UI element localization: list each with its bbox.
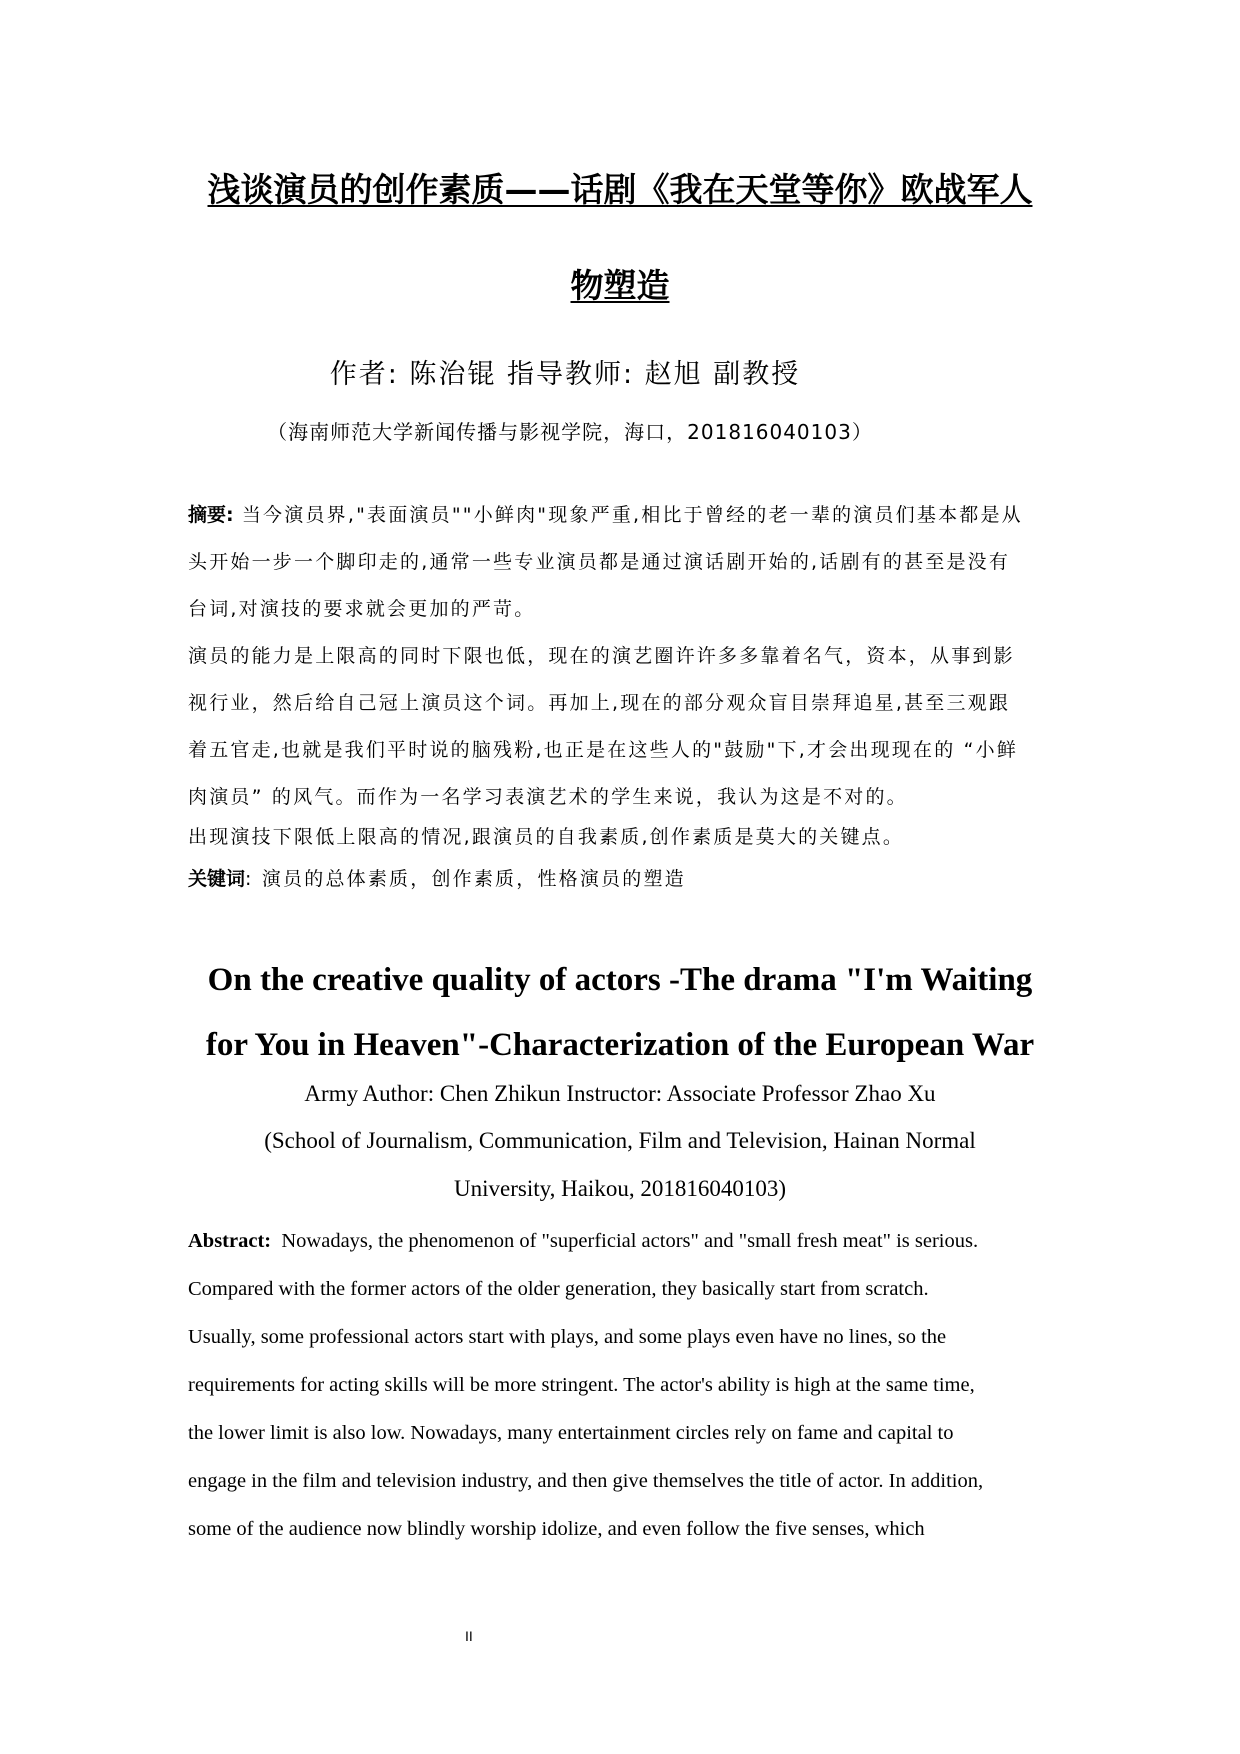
en-abstract-line-2: Compared with the former actors of the older generation, they basically start from scratch.: [188, 1278, 929, 1300]
en-abstract-line-6: engage in the film and television industry, and then give themselves the title of actor. In addition,: [188, 1470, 984, 1492]
cn-abstract-line-2: 头开始一步一个脚印走的,通常一些专业演员都是通过演话剧开始的,话剧有的甚至是没有: [188, 551, 1011, 573]
cn-abstract-line-5: 视行业，然后给自己冠上演员这个词。再加上,现在的部分观众盲目崇拜追星,甚至三观跟: [188, 692, 1011, 714]
cn-abstract-line-6: 着五官走,也就是我们平时说的脑残粉,也正是在这些人的"鼓励"下,才会出现现在的 “小鲜: [188, 739, 1019, 761]
en-abstract-line-5: the lower limit is also low. Nowadays, many entertainment circles rely on fame and capital to: [188, 1422, 954, 1444]
en-abstract-line-1: Abstract: Nowadays, the phenomenon of "superficial actors" and "small fresh meat" is serious.: [188, 1230, 979, 1252]
en-affiliation-line-1: (School of Journalism, Communication, Film and Television, Hainan Normal: [264, 1128, 976, 1153]
cn-abstract-line-3: 台词,对演技的要求就会更加的严苛。: [188, 598, 536, 620]
en-abstract-line-3: Usually, some professional actors start with plays, and some plays even have no lines, so the: [188, 1326, 947, 1348]
cn-abstract-line-4: 演员的能力是上限高的同时下限也低，现在的演艺圈许许多多靠着名气，资本，从事到影: [188, 645, 1015, 667]
cn-keywords-label: 关键词: [188, 868, 246, 890]
cn-abstract-line-7: 肉演员” 的风气。而作为一名学习表演艺术的学生来说，我认为这是不对的。: [188, 786, 908, 808]
cn-abstract-label: 摘要:: [188, 504, 234, 526]
cn-affiliation: （海南师范大学新闻传播与影视学院，海口，201816040103）: [267, 420, 873, 444]
cn-abstract-line-8: 出现演技下限低上限高的情况,跟演员的自我素质,创作素质是莫大的关键点。: [188, 826, 905, 848]
cn-title-line-1: 浅谈演员的创作素质——话剧《我在天堂等你》欧战军人: [207, 170, 1033, 209]
cn-abstract-line-1: 摘要: 当今演员界,"表面演员""小鲜肉"现象严重,相比于曾经的老一辈的演员们基本都是从: [188, 504, 1023, 526]
cn-author-line: 作者: 陈治锟 指导教师: 赵旭 副教授: [329, 359, 801, 390]
en-abstract-line-4: requirements for acting skills will be more stringent. The actor's ability is high at the same time,: [188, 1374, 975, 1396]
cn-title-line-2: 物塑造: [570, 266, 670, 305]
en-author-line: Army Author: Chen Zhikun Instructor: Associate Professor Zhao Xu: [304, 1081, 936, 1106]
en-abstract-line-7: some of the audience now blindly worship idolize, and even follow the five senses, which: [188, 1518, 925, 1540]
en-affiliation-line-2: University, Haikou, 201816040103): [454, 1176, 786, 1201]
page-number: II: [465, 1628, 473, 1644]
cn-keywords: 关键词: 演员的总体素质，创作素质，性格演员的塑造: [188, 868, 686, 890]
en-title-line-2: for You in Heaven"-Characterization of the European War: [205, 1027, 1035, 1063]
en-abstract-label: Abstract:: [188, 1230, 272, 1252]
en-title-line-1: On the creative quality of actors -The drama "I'm Waiting: [207, 962, 1033, 998]
